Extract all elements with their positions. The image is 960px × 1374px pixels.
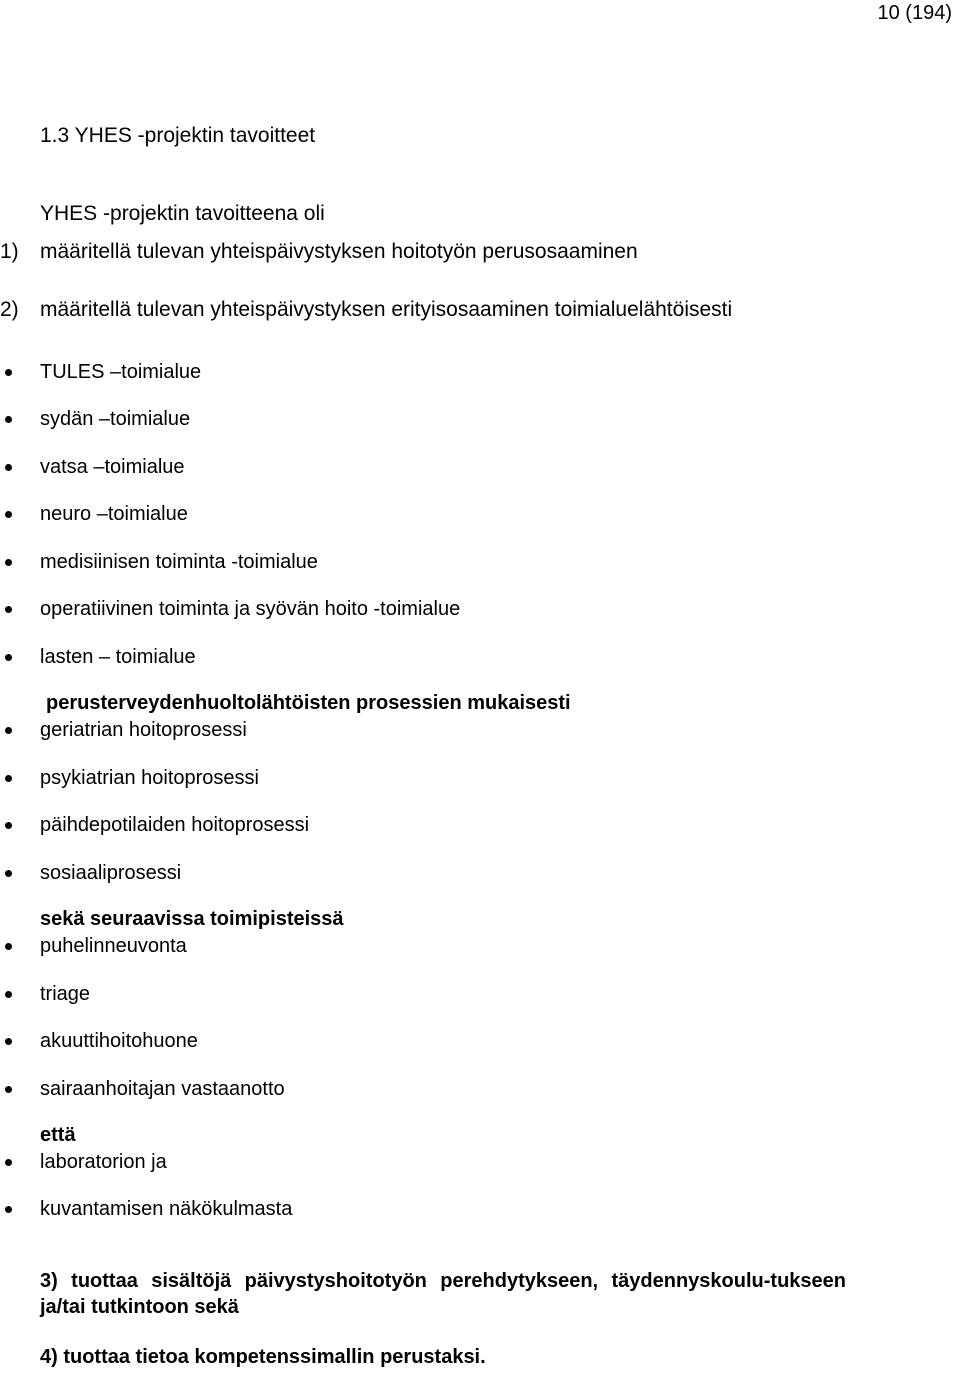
bullet-icon: [5, 511, 12, 518]
goal-1: [0, 240, 638, 264]
goal-1-number: 1): [0, 240, 19, 263]
intro-text: YHES -projektin tavoitteena oli: [40, 202, 325, 225]
bullet-icon: [5, 1086, 12, 1093]
bullet-icon: [5, 1159, 12, 1166]
section-heading: 1.3 YHES -projektin tavoitteet: [40, 124, 316, 147]
bullet-icon: [5, 369, 12, 376]
bullet-icon: [5, 464, 12, 471]
bullet-icon: [5, 654, 12, 661]
bullet-icon: [5, 559, 12, 566]
subheading-etta: että: [40, 1124, 76, 1146]
bullet-icon: [5, 606, 12, 613]
goal-3: 3) tuottaa sisältöjä päivystyshoitotyön perehdytykseen, täydennyskoulu-tukseen ja/tai tutkintoon sekä: [40, 1270, 846, 1318]
bullet-icon: [5, 943, 12, 950]
bullet-icon: [5, 775, 12, 782]
bullet-icon: [5, 416, 12, 423]
bullet-icon: [5, 1206, 12, 1213]
subheading-toimipisteet: sekä seuraavissa toimipisteissä: [40, 908, 344, 930]
bullet-icon: [5, 727, 12, 734]
goal-4: 4) tuottaa tietoa kompetenssimallin perustaksi.: [40, 1346, 486, 1368]
goal-1-text: määritellä tulevan yhteispäivystyksen hoitotyön perusosaaminen: [40, 240, 638, 263]
goal-2: [0, 298, 733, 322]
page-number: 10 (194): [877, 2, 952, 24]
bullet-icon: [5, 991, 12, 998]
bullet-icon: [5, 1038, 12, 1045]
goal-2-number: 2): [0, 298, 19, 321]
bullet-icon: [5, 870, 12, 877]
goal-2-text: määritellä tulevan yhteispäivystyksen erityisosaaminen toimialuelähtöisesti: [40, 298, 733, 321]
subheading-prosessit: perusterveydenhuoltolähtöisten prosessien mukaisesti: [46, 692, 571, 714]
bullet-icon: [5, 822, 12, 829]
